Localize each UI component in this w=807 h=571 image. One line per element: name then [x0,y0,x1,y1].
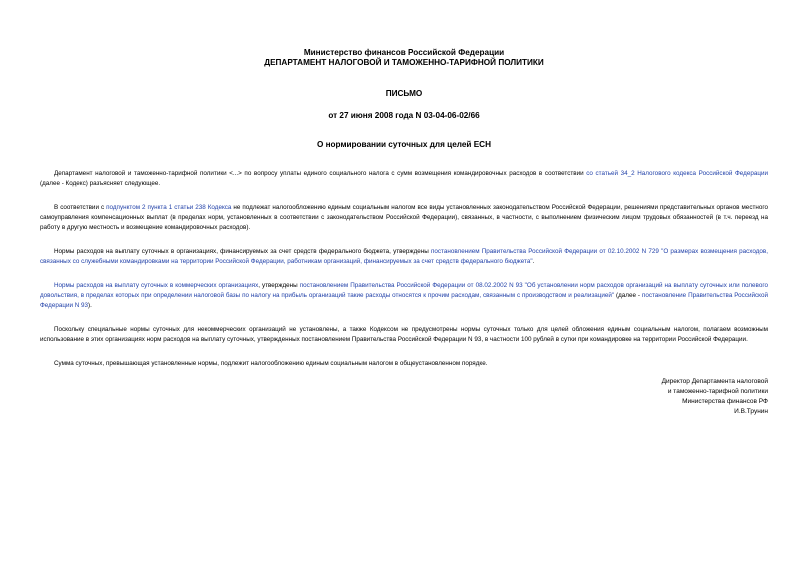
paragraph-3 [40,247,768,267]
paragraph-2 [40,203,768,233]
link-decree-729[interactable]: постановлением Правительства Российской Федерации от 02.10.2002 N 729 "О размерах возмещения расходов, связанных со служебными командировками на территории Российской Федерации, работникам организаций, финансируемых за счет средств федерального бюджета" [40,248,768,265]
paragraph-1 [40,169,768,189]
document-subject: О нормировании суточных для целей ЕСН [316,140,492,149]
link-commercial-norms[interactable]: Нормы расходов на выплату суточных в коммерческих организациях [54,282,259,289]
signature-line-2: и таможенно-тарифной политики [667,388,768,395]
p4-text-1: , утверждены [258,282,300,289]
p3-text-2: . [532,258,535,265]
link-decree-93-short[interactable]: постановление Правительства Российской Федерации N 93 [40,292,768,309]
p5-text-1: Поскольку специальные нормы суточных для некоммерческих организаций не установлены, а также Кодексом не предусмотрены нормы суточных только для целей обложения единым социальным налогом, полагаем возможным использование в этих организациях норм расходов на выплату суточных, утвержденных постановлением Правительства Российской Федерации N 93, в частности 100 рублей в сутки при командировке на территории Российской Федерации. [40,326,768,343]
paragraph-4 [40,281,768,311]
p4-text-2: (далее - [614,292,642,299]
p3-text-1: Нормы расходов на выплату суточных в организациях, финансируемых за счет средств федерального бюджета, утверждены [54,248,431,255]
department-name: ДЕПАРТАМЕНТ НАЛОГОВОЙ И ТАМОЖЕННО-ТАРИФНОЙ ПОЛИТИКИ [264,58,544,67]
paragraph-6 [40,359,768,369]
link-article-34-2[interactable]: со статьей 34_2 Налогового кодекса Российской Федерации [586,170,768,177]
p1-text-1: Департамент налоговой и таможенно-тарифной политики <...> по вопросу уплаты единого социального налога с сумм возмещения командировочных расходов в соответствии [54,170,587,177]
ministry-name: Министерство финансов Российской Федерации [303,48,505,57]
link-article-238[interactable]: подпунктом 2 пункта 1 статьи 238 Кодекса [106,204,232,211]
paragraph-5 [40,325,768,345]
signature-line-1: Директор Департамента налоговой [661,378,768,385]
link-decree-93[interactable]: постановлением Правительства Российской Федерации от 08.02.2002 N 93 "Об установлении норм расходов организаций на выплату суточных или полевого довольствия, в пределах которых при определении налоговой базы по налогу на прибыль организаций такие расходы относятся к прочим расходам, связанным с производством и реализацией" [40,282,768,299]
document-body [40,169,768,383]
document-date-number: от 27 июня 2008 года N 03-04-06-02/66 [328,111,480,120]
document-type: ПИСЬМО [385,89,423,98]
p6-text-1: Сумма суточных, превышающая установленные нормы, подлежит налогообложению единым социальным налогом в общеустановленном порядке. [54,360,488,367]
p1-text-2: (далее - Кодекс) разъясняет следующее. [40,180,161,187]
signature-block [662,377,768,417]
p2-text-2: не подлежат налогообложению единым социальным налогом все виды установленных законодательством Российской Федерации, решениями представительных органов местного самоуправления компенсационных выплат (в пределах норм, установленных в соответствии с законодательством Российской Федерации), связанных, в частности, с выполнением физическим лицом трудовых обязанностей (в т.ч. переезд на работу в другую местность и возмещение командировочных расходов). [40,204,768,231]
signature-line-3: Министерства финансов РФ [682,398,768,405]
signature-name: И.В.Трунин [734,408,768,415]
p4-text-3: ). [88,302,92,309]
p2-text-1: В соответствии с [54,204,107,211]
